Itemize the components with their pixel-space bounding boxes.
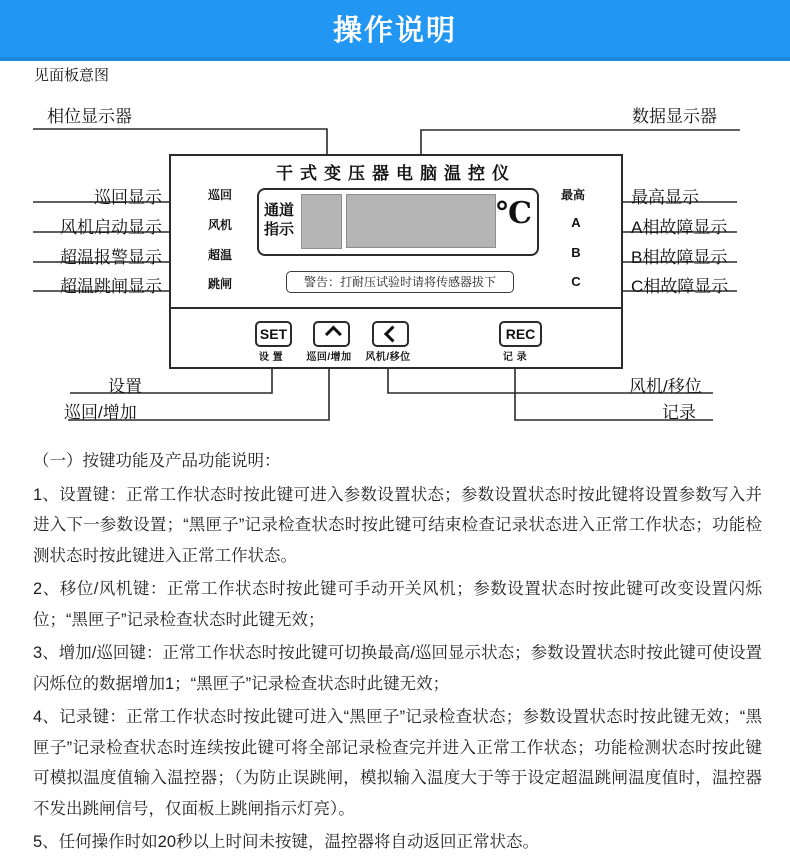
record-callout-label: 记录 [662,403,696,422]
patrol-display-label: 巡回显示 [94,188,162,207]
warning-note: 警告：打耐压试验时请将传感器拔下 [286,271,514,293]
rec-button-sublabel: 记 录 [502,352,528,363]
panel-diagram-caption: 见面板意图 [34,67,110,84]
chevron-up-icon [324,326,341,343]
data-display-segment [346,194,496,248]
set-button [255,321,292,347]
phase-a-indicator-label: A [571,215,581,230]
page-header [0,0,790,61]
instruction-item: 2、移位/风机键：正常工作状态时按此键可手动开关风机；参数设置状态时按此键可改变设置闪烁位；“黑匣子”记录检查状态时此键无效； [33,580,762,629]
celsius-unit-label: ℃ [496,196,532,231]
overtemp-indicator-label: 超温 [207,248,232,262]
instruction-item: 1、设置键：正常工作状态时按此键可进入参数设置状态；参数设置状态时按此键将设置参数写入并进入下一参数设置；“黑匣子”记录检查状态时按此键可结束检查记录状态进入正常工作状态；功能检测状态时按此键进入正常工作状态。 [33,485,762,565]
panel-title: 干式变压器电脑温控仪 [276,164,516,183]
phase-c-indicator-label: C [571,274,581,289]
fan-start-display-label: 风机启动显示 [60,218,162,237]
set-button-label: SET [259,326,288,342]
chevron-left-icon [383,326,400,343]
patrol-increase-button [313,321,350,347]
instruction-item: 5、任何操作时如20秒以上时间未按键，温控器将自动返回正常状态。 [33,833,540,851]
phase-display-segment [301,194,342,249]
fan-shift-sublabel: 风机/移位 [365,352,411,363]
phase-c-fault-label: C相故障显示 [631,277,729,296]
overtemp-trip-display-label: 超温跳闸显示 [60,277,162,296]
instruction-item: 4、记录键：正常工作状态时按此键可进入“黑匣子”记录检查状态；参数设置状态时按此键无效；“黑匣子”记录检查状态时连续按此键可将全部记录检查完并进入正常工作状态；功能检测状态时按此键可模拟温度值输入温控器；（为防止误跳闸，模拟输入温度大于等于设定超温跳闸温度值时，温控器不发出跳闸信号，仅面板上跳闸指示灯亮）。 [33,708,762,818]
fan-indicator-label: 风机 [207,218,232,232]
rec-button-label: REC [505,326,536,342]
page-title: 操作说明 [332,15,457,47]
data-display-label: 数据显示器 [632,107,717,126]
max-display-label: 最高显示 [631,188,699,207]
instructions-section [33,446,762,861]
overtemp-alarm-display-label: 超温报警显示 [60,248,162,267]
panel-divider [169,307,623,309]
max-indicator-label: 最高 [561,188,586,202]
fan-shift-callout-label: 风机/移位 [629,377,702,396]
phase-b-fault-label: B相故障显示 [631,248,728,267]
instruction-item: 3、增加/巡回键：正常工作状态时按此键可切换最高/巡回显示状态；参数设置状态时按此键可使设置闪烁位的数据增加1；“黑匣子”记录检查状态时此键无效； [33,644,762,693]
channel-indicator-label: 通道指示 [263,202,294,238]
phase-b-indicator-label: B [571,245,581,260]
phase-display-label: 相位显示器 [47,107,132,126]
rec-button [499,321,542,347]
patrol-increase-callout-label: 巡回/增加 [64,403,137,422]
phase-a-fault-label: A相故障显示 [631,218,728,237]
patrol-increase-sublabel: 巡回/增加 [306,352,352,363]
fan-shift-button [372,321,409,347]
patrol-indicator-label: 巡回 [207,188,232,202]
set-button-sublabel: 设 置 [258,352,284,363]
trip-indicator-label: 跳闸 [207,277,232,291]
instructions-heading: （一）按键功能及产品功能说明： [33,452,281,470]
setting-callout-label: 设置 [108,377,142,396]
